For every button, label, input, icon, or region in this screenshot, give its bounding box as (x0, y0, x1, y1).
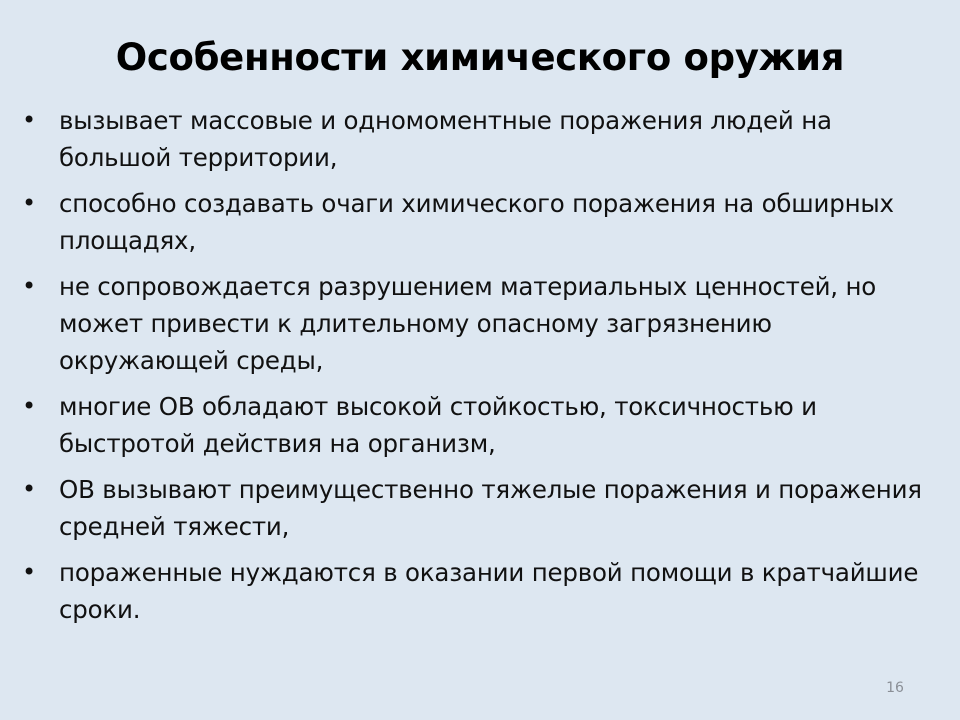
page-number: 16 (886, 680, 904, 696)
bullet-marker: • (22, 558, 36, 586)
bullet-item (0, 185, 960, 259)
bullet-item (0, 388, 960, 462)
bullet-item (0, 554, 960, 628)
bullet-marker: • (22, 392, 36, 420)
bullet-item (0, 268, 960, 379)
bullet-marker: • (22, 475, 36, 503)
bullet-text: вызывает массовые и одномоментные поражения людей на большой территории, (59, 106, 832, 172)
bullet-text: способно создавать очаги химического поражения на обширных площадях, (59, 189, 894, 255)
bullet-item (0, 471, 960, 545)
bullet-text: пораженные нуждаются в оказании первой помощи в кратчайшие сроки. (59, 558, 919, 624)
bullet-text: ОВ вызывают преимущественно тяжелые поражения и поражения средней тяжести, (59, 475, 922, 541)
slide-title: Особенности химического оружия (115, 36, 845, 79)
bullet-text: многие ОВ обладают высокой стойкостью, токсичностью и быстротой действия на организм, (59, 392, 817, 458)
bullet-marker: • (22, 189, 36, 217)
bullet-marker: • (22, 106, 36, 134)
bullet-text: не сопровождается разрушением материальных ценностей, но может привести к длительному опасному загрязнению окружающей среды, (59, 272, 877, 375)
bullet-item (0, 102, 960, 176)
bullet-marker: • (22, 272, 36, 300)
bullet-list (0, 102, 960, 637)
